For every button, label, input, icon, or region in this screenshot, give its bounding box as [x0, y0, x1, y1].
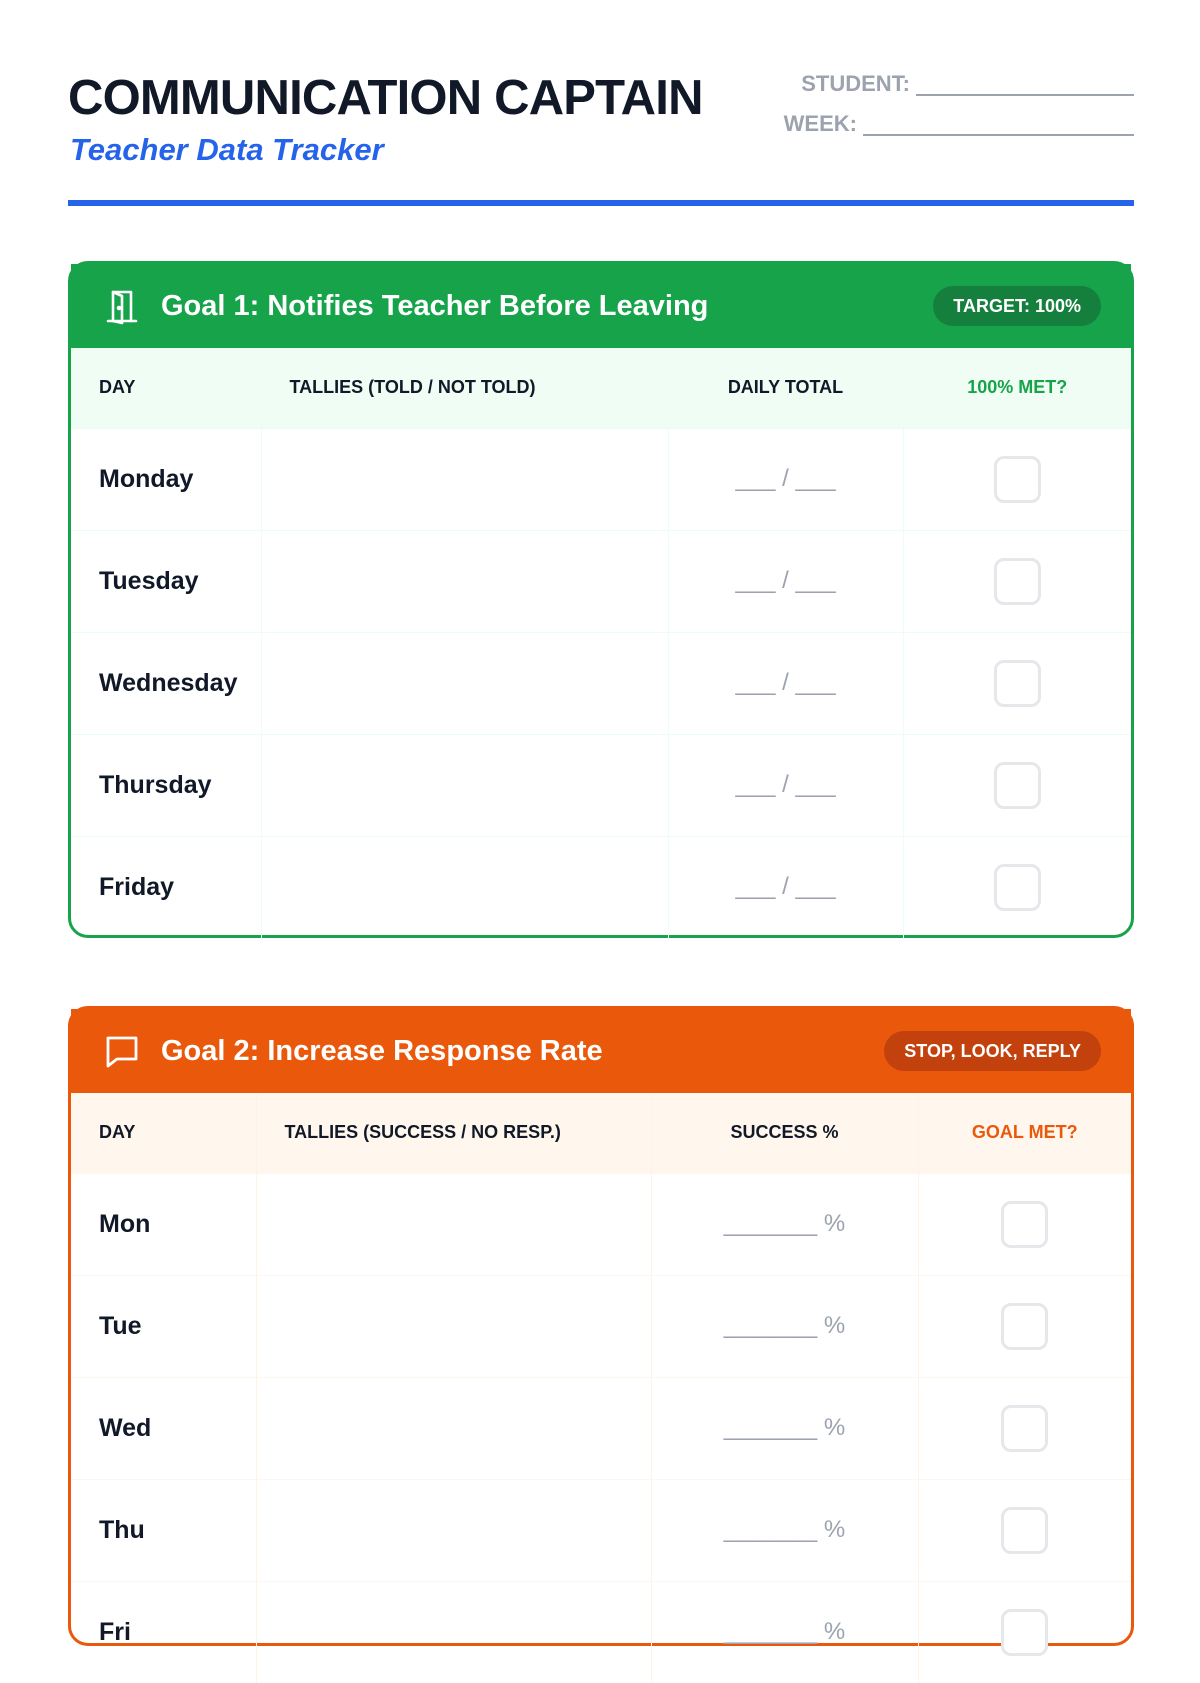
column-header-daily-total: DAILY TOTAL	[668, 348, 903, 428]
daily-total-blank[interactable]: ___ / ___	[668, 632, 903, 734]
day-label: Wednesday	[71, 632, 261, 734]
column-header-day: DAY	[71, 1093, 256, 1173]
column-header-day: DAY	[71, 348, 261, 428]
week-field[interactable]	[784, 112, 1134, 136]
day-label: Monday	[71, 428, 261, 530]
tally-cell[interactable]	[261, 836, 668, 938]
goal1-header	[71, 264, 1131, 348]
goal-met-checkbox[interactable]	[1001, 1507, 1048, 1554]
tally-cell[interactable]	[256, 1581, 651, 1683]
success-percent-blank[interactable]: _______ %	[651, 1479, 918, 1581]
student-label: STUDENT:	[801, 71, 910, 96]
table-row	[71, 836, 1131, 938]
student-field[interactable]	[801, 72, 1134, 96]
goal2-card	[68, 1006, 1134, 1646]
table-row	[71, 1275, 1131, 1377]
tally-cell[interactable]	[261, 530, 668, 632]
tally-cell[interactable]	[256, 1275, 651, 1377]
goal2-header	[71, 1009, 1131, 1093]
goal1-title: Goal 1: Notifies Teacher Before Leaving	[161, 289, 709, 322]
day-label: Mon	[71, 1173, 256, 1275]
daily-total-blank[interactable]: ___ / ___	[668, 734, 903, 836]
tally-cell[interactable]	[256, 1173, 651, 1275]
column-header-tallies: TALLIES (SUCCESS / NO RESP.)	[256, 1093, 651, 1173]
table-row	[71, 530, 1131, 632]
day-label: Thursday	[71, 734, 261, 836]
met-checkbox[interactable]	[994, 456, 1041, 503]
day-label: Tue	[71, 1275, 256, 1377]
column-header-goal-met: GOAL MET?	[918, 1093, 1131, 1173]
tally-cell[interactable]	[261, 632, 668, 734]
door-exit-icon	[103, 287, 141, 325]
page-subtitle: Teacher Data Tracker	[70, 132, 384, 167]
success-percent-blank[interactable]: _______ %	[651, 1275, 918, 1377]
tally-cell[interactable]	[256, 1377, 651, 1479]
met-checkbox[interactable]	[994, 762, 1041, 809]
tally-cell[interactable]	[261, 734, 668, 836]
goal1-card	[68, 261, 1134, 938]
column-header-met: 100% MET?	[903, 348, 1131, 428]
table-row	[71, 632, 1131, 734]
header-divider	[68, 200, 1134, 206]
column-header-tallies: TALLIES (TOLD / NOT TOLD)	[261, 348, 668, 428]
table-row	[71, 1479, 1131, 1581]
success-percent-blank[interactable]: _______ %	[651, 1173, 918, 1275]
goal2-strategy-badge: STOP, LOOK, REPLY	[884, 1031, 1101, 1071]
week-blank-line[interactable]	[863, 116, 1134, 136]
day-label: Tuesday	[71, 530, 261, 632]
page-title: COMMUNICATION CAPTAIN	[68, 71, 703, 125]
goal1-table	[71, 348, 1131, 938]
day-label: Friday	[71, 836, 261, 938]
daily-total-blank[interactable]: ___ / ___	[668, 530, 903, 632]
table-row	[71, 428, 1131, 530]
success-percent-blank[interactable]: _______ %	[651, 1377, 918, 1479]
goal-met-checkbox[interactable]	[1001, 1201, 1048, 1248]
week-label: WEEK:	[783, 111, 857, 136]
student-blank-line[interactable]	[916, 76, 1134, 96]
tally-cell[interactable]	[261, 428, 668, 530]
met-checkbox[interactable]	[994, 558, 1041, 605]
column-header-success-percent: SUCCESS %	[651, 1093, 918, 1173]
table-row	[71, 1581, 1131, 1683]
daily-total-blank[interactable]: ___ / ___	[668, 428, 903, 530]
table-row	[71, 1173, 1131, 1275]
success-percent-blank[interactable]: _______ %	[651, 1581, 918, 1683]
day-label: Thu	[71, 1479, 256, 1581]
met-checkbox[interactable]	[994, 660, 1041, 707]
goal2-table	[71, 1093, 1131, 1683]
goal1-target-badge: TARGET: 100%	[933, 286, 1101, 326]
chat-bubble-icon	[103, 1032, 141, 1070]
table-row	[71, 734, 1131, 836]
table-row	[71, 1377, 1131, 1479]
met-checkbox[interactable]	[994, 864, 1041, 911]
daily-total-blank[interactable]: ___ / ___	[668, 836, 903, 938]
goal2-title: Goal 2: Increase Response Rate	[161, 1034, 603, 1067]
goal-met-checkbox[interactable]	[1001, 1303, 1048, 1350]
page-header	[68, 70, 1134, 210]
tally-cell[interactable]	[256, 1479, 651, 1581]
day-label: Wed	[71, 1377, 256, 1479]
goal-met-checkbox[interactable]	[1001, 1609, 1048, 1656]
day-label: Fri	[71, 1581, 256, 1683]
goal-met-checkbox[interactable]	[1001, 1405, 1048, 1452]
